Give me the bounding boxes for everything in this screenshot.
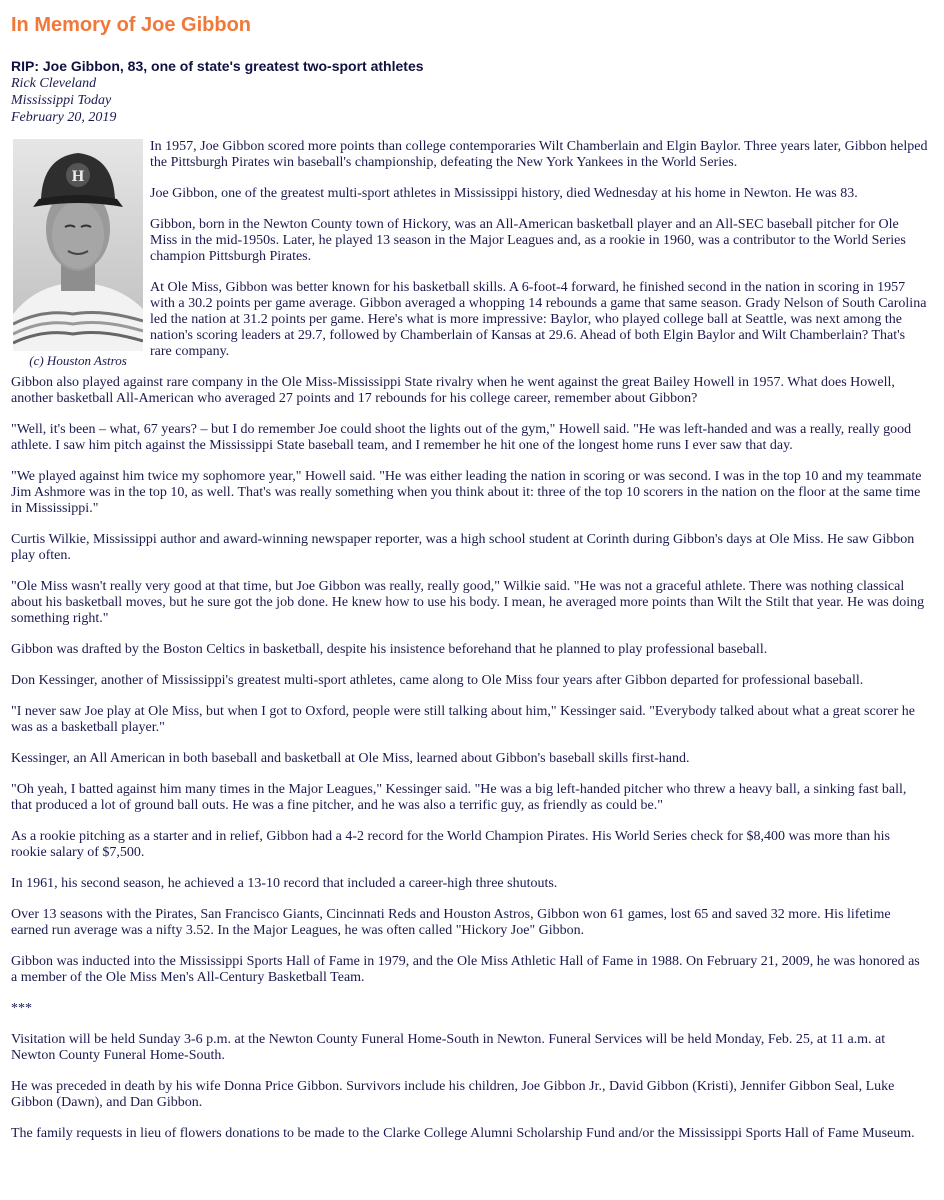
- photo-caption: (c) Houston Astros: [29, 353, 127, 368]
- article-paragraph: Gibbon, born in the Newton County town of Hickory, was an All-American basketball player and an All-SEC baseball pitcher for Ole Miss in the mid-1950s. Later, he played 13 season in the Major Leagues and, as a rookie in 1960, was a contributor to the World Series champion Pittsburgh Pirates.: [150, 217, 906, 264]
- byline-date: February 20, 2019: [11, 110, 117, 125]
- article-paragraph: Joe Gibbon, one of the greatest multi-sport athletes in Mississippi history, died Wednesday at his home in Newton. He was 83.: [150, 186, 858, 201]
- article-paragraph: "Ole Miss wasn't really very good at that time, but Joe Gibbon was really, really good," Wilkie said. "He was not a graceful athlete. There was nothing classical about his basketball moves, but he sure got the job done. He knew how to use his body. I mean, he averaged more points than Wilt the Stilt that year. He was doing something right.": [11, 579, 925, 626]
- article-body: [11, 139, 928, 1142]
- article-paragraph: Kessinger, an All American in both baseball and basketball at Ole Miss, learned about Gibbon's baseball skills first-hand.: [11, 751, 690, 766]
- article-paragraph: In 1957, Joe Gibbon scored more points than college contemporaries Wilt Chamberlain and Elgin Baylor. Three years later, Gibbon helped the Pittsburgh Pirates win baseball's championship, defeating the New York Yankees in the World Series.: [150, 139, 928, 170]
- article-paragraph: At Ole Miss, Gibbon was better known for his basketball skills. A 6-foot-4 forward, he finished second in the nation in scoring in 1957 with a 30.2 points per game average. Gibbon averaged a whopping 14 rebounds a game that same season. Grady Nelson of South Carolina led the nation at 31.2 points per game. Here's what is more impressive: Baylor, who played college ball at Seattle, was next among the nation's scoring leaders at 29.7, followed by Chamberlain of Kansas at 29.6. Ahead of both Elgin Baylor and Wilt Chamberlain? That's rare company.: [150, 280, 927, 359]
- article-paragraph: "We played against him twice my sophomore year," Howell said. "He was either leading the nation in scoring or was second. I was in the top 10 and my teammate Jim Ashmore was in the top 10, as well. That's was really something when you think about it: three of the top 10 scorers in the nation on the floor at the same time in Mississippi.": [11, 469, 922, 516]
- page-title: In Memory of Joe Gibbon: [11, 14, 252, 36]
- article-paragraph: "Oh yeah, I batted against him many times in the Major Leagues," Kessinger said. "He was a big left-handed pitcher who threw a heavy ball, a sinking fast ball, that produced a lot of ground ball outs. He was a fine pitcher, and he was also a terrific guy, as friendly as could be.": [11, 782, 907, 813]
- article-paragraph: As a rookie pitching as a starter and in relief, Gibbon had a 4-2 record for the World Champion Pirates. His World Series check for $8,400 was more than his rookie salary of $7,500.: [11, 829, 891, 860]
- byline-author: Rick Cleveland: [11, 76, 97, 91]
- byline-publication: Mississippi Today: [11, 93, 112, 108]
- section-divider: ***: [11, 1001, 32, 1016]
- article-paragraph: Visitation will be held Sunday 3-6 p.m. at the Newton County Funeral Home-South in Newton. Funeral Services will be held Monday, Feb. 25, at 11 a.m. at Newton County Funeral Home-South.: [11, 1032, 886, 1063]
- article-paragraph: In 1961, his second season, he achieved a 13-10 record that included a career-high three shutouts.: [11, 876, 558, 891]
- article-paragraph: The family requests in lieu of flowers donations to be made to the Clarke College Alumni Scholarship Fund and/or the Mississippi Sports Hall of Fame Museum.: [11, 1126, 915, 1141]
- article-headline: RIP: Joe Gibbon, 83, one of state's greatest two-sport athletes: [11, 58, 424, 74]
- article-paragraph: Curtis Wilkie, Mississippi author and award-winning newspaper reporter, was a high school student at Corinth during Gibbon's days at Ole Miss. He saw Gibbon play often.: [11, 532, 915, 563]
- article-paragraph: Gibbon was inducted into the Mississippi Sports Hall of Fame in 1979, and the Ole Miss Athletic Hall of Fame in 1988. On February 21, 2009, he was honored as a member of the Ole Miss Men's All-Century Basketball Team.: [11, 954, 920, 985]
- article-paragraph: Don Kessinger, another of Mississippi's greatest multi-sport athletes, came along to Ole Miss four years after Gibbon departed for professional baseball.: [11, 673, 864, 688]
- article-paragraph: He was preceded in death by his wife Donna Price Gibbon. Survivors include his children, Joe Gibbon Jr., David Gibbon (Kristi), Jennifer Gibbon Seal, Luke Gibbon (Dawn), and Dan Gibbon.: [11, 1079, 895, 1110]
- article-paragraph: "Well, it's been – what, 67 years? – but I do remember Joe could shoot the lights out of the gym," Howell said. "He was left-handed and was a really, really good athlete. I saw him pitch against the Mississippi State baseball team, and I remember he hit one of the longest home runs I ever saw that day.: [11, 422, 912, 453]
- portrait-photo: [13, 139, 143, 351]
- article-paragraph: "I never saw Joe play at Ole Miss, but when I got to Oxford, people were still talking about him," Kessinger said. "Everybody talked about what a great scorer he was as a basketball player.": [11, 704, 915, 735]
- article-paragraph: Gibbon was drafted by the Boston Celtics in basketball, despite his insistence beforehand that he planned to play professional baseball.: [11, 642, 768, 657]
- svg-text:H: H: [71, 168, 85, 185]
- photo-figure: [13, 139, 143, 370]
- article-paragraph: Over 13 seasons with the Pirates, San Francisco Giants, Cincinnati Reds and Houston Astros, Gibbon won 61 games, lost 65 and saved 32 more. His lifetime earned run average was a nifty 3.52. In the Major Leagues, he was often called "Hickory Joe" Gibbon.: [11, 907, 891, 938]
- article-paragraph: Gibbon also played against rare company in the Ole Miss-Mississippi State rivalry when he went against the great Bailey Howell in 1957. What does Howell, another basketball All-American who averaged 27 points and 17 rebounds for his college career, remember about Gibbon?: [11, 375, 895, 406]
